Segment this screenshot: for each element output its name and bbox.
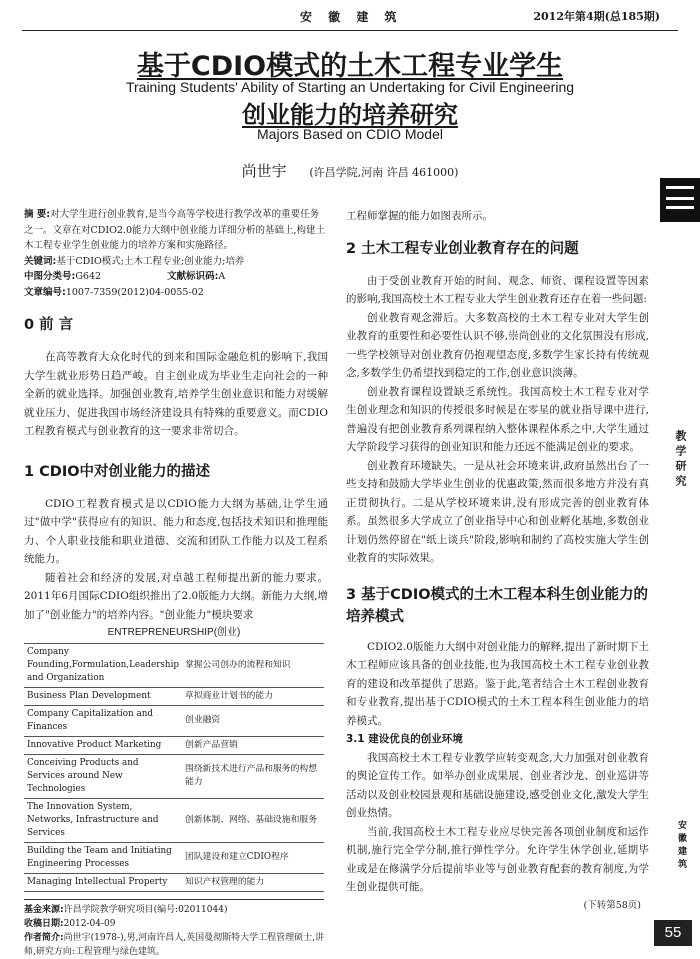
section-3-1-heading: 3.1 建设优良的创业环境	[346, 733, 463, 745]
table-cell-cn: 草拟商业计划书的能力	[182, 687, 324, 705]
section-2-para-1: 由于受创业教育开始的时间、观念、师资、课程设置等因素的影响,我国高校土木工程专业大学生创业教育还存在着一些问题:	[346, 274, 649, 305]
table-cell-cn: 围绕新技术进行产品和服务的构想能力	[182, 754, 324, 798]
author-bio-label: 作者简介:	[24, 932, 64, 943]
page-number: 55	[654, 920, 692, 946]
table-row	[24, 643, 324, 687]
keywords-text: 基于CDIO模式;土木工程专业;创业能力;培养	[56, 255, 245, 267]
title-cn-line2: 创业能力的培养研究	[242, 101, 458, 129]
table-cell-en: Managing Intellectual Property	[24, 873, 182, 891]
table-row	[24, 687, 324, 705]
section-2-para-4: 创业教育环境缺失。一是从社会环境来讲,政府虽然出台了一些支持和鼓励大学毕业生创业的优惠政策,然而很多地方并没有真正贯彻执行。二是从学校环境来讲,没有形成完善的创业教育体系。虽然很多大学成立了创业指导中心和创业孵化基地,多数创业计划仍然停留在"纸上谈兵"阶段,影响和制约了高校实施大学生创业教育的实际效果。	[346, 459, 649, 564]
table-cell-en: Company Founding,Formulation,Leadership and Organization	[24, 643, 182, 687]
clc-label: 中图分类号:	[24, 271, 76, 282]
table-cell-en: Building the Team and Initiating Engineering Processes	[24, 842, 182, 873]
section-2-heading: 2 土木工程专业创业教育存在的问题	[346, 240, 579, 257]
footnote-fund	[24, 903, 328, 917]
journal-header: 安 徽 建 筑	[300, 10, 403, 24]
section-1-heading: 1 CDIO中对创业能力的描述	[24, 463, 211, 480]
title-en-line2: Majors Based on CDIO Model	[257, 126, 443, 142]
side-journal-label: 安徽建筑	[676, 820, 686, 872]
entrepreneurship-table	[24, 643, 324, 892]
table-cell-en: Company Capitalization and Finances	[24, 705, 182, 736]
section-2-para-2: 创业教育观念滞后。大多数高校的土木工程专业对大学生创业教育的重要性和必要性认识不够,崇尚创业的文化氛围没有形成,一些学校领导对创业教育仍抱观望态度,多数学生家长持有传统观念,多数学生仍希望找到稳定的工作,创业意识淡薄。	[346, 311, 649, 379]
header-rule	[22, 30, 678, 31]
continued-note: (下转第58页)	[583, 899, 641, 911]
author-bio-text: 尚世宇(1978-),男,河南许昌人,英国曼彻斯特大学工程管理硕士,讲师,研究方向:工程管理与绿色建筑。	[24, 932, 325, 957]
received-label: 收稿日期:	[24, 918, 64, 929]
table-row	[24, 705, 324, 736]
section-0-para-1: 在高等教育大众化时代的到来和国际金融危机的影响下,我国大学生就业形势日趋严峻。自主创业成为毕业生走向社会的一种全新的就业选择。加强创业教育,培养学生创业意识和能力对缓解就业压力、促进我国市场经济建设具有特殊的重要意义。而CDIO工程教育模式与创业教育的这一要求非常切合。	[24, 351, 328, 437]
classification	[24, 269, 328, 285]
article-no-label: 文章编号:	[24, 286, 66, 298]
section-1-para-1: CDIO工程教育模式是以CDIO能力大纲为基础,让学生通过"做中学"获得应有的知识、能力和态度,包括技术知识和推理能力、个人职业技能和职业道德、交流和团队工作能力以及工程系统能力。	[24, 497, 328, 565]
article-number	[24, 285, 328, 301]
table-cell-en: Innovative Product Marketing	[24, 736, 182, 754]
right-column	[346, 207, 649, 915]
table-row	[24, 842, 324, 873]
table-cell-cn: 创新产品营销	[182, 736, 324, 754]
right-intro: 工程师掌握的能力如图表所示。	[346, 210, 493, 222]
table-cell-en: The Innovation System, Networks, Infrastructure and Services	[24, 798, 182, 842]
left-column	[24, 207, 328, 959]
section-3-para-1: CDIO2.0版能力大纲中对创业能力的解释,提出了新时期下土木工程师应该具备的创业技能,也为我国高校土木工程专业创业教育的建设和改革提供了思路。鉴于此,笔者结合土木工程创业教育和专业教育,提出基于CDIO模式的土木工程本科生创业能力的培养模式。	[346, 640, 649, 727]
author-name: 尚世宇	[241, 162, 287, 180]
received-text: 2012-04-09	[63, 918, 116, 929]
article-no-value: 1007-7359(2012)04-0055-02	[65, 286, 204, 298]
title-en-line1: Training Students' Ability of Starting an Undertaking for Civil Engineering	[125, 79, 575, 95]
table-cell-cn: 团队建设和建立CDIO程序	[182, 842, 324, 873]
table-caption: ENTREPRENEURSHIP(创业)	[107, 627, 241, 638]
section-3-1-para-1: 我国高校土木工程专业教学应转变观念,大力加强对创业教育的舆论宣传工作。如举办创业成果展、创业者沙龙、创业巡讲等活动以及创业校园景观和基础设施建设,感受创业文化,激发大学生创业热情。	[346, 751, 649, 819]
keywords	[24, 254, 328, 270]
section-0-heading: 0 前 言	[24, 317, 74, 333]
side-section-label: 教学研究	[674, 430, 687, 490]
table-cell-en: Conceiving Products and Services around New Technologies	[24, 754, 182, 798]
table-cell-en: Business Plan Development	[24, 687, 182, 705]
issue-header: 2012年第4期(总185期)	[533, 10, 660, 23]
clc-value: G642	[75, 271, 102, 282]
abstract-text: 对大学生进行创业教育,是当今高等学校进行教学改革的重要任务之一。文章在对CDIO2.0能力大纲中创业能力详细分析的基础上,构建土木工程专业学生创业能力的培养方案和实施路径。	[24, 209, 326, 251]
section-2-para-3: 创业教育课程设置缺乏系统性。我国高校土木工程专业对学生创业理念和知识的传授很多时候是在零星的就业指导课中进行,普遍没有把创业教育系列课程纳入整体课程体系之中,大学生通过大学阶段学习获得的创业知识和能力还远不能满足创业的要求。	[346, 385, 649, 453]
table-row	[24, 754, 324, 798]
table-cell-cn: 知识产权管理的能力	[182, 873, 324, 891]
doc-code-label: 文献标识码:	[167, 271, 219, 282]
fund-label: 基金来源:	[24, 904, 64, 915]
section-3-heading: 3 基于CDIO模式的土木工程本科生创业能力的培养模式	[346, 586, 649, 625]
table-cell-cn: 创新体制、网络、基础设施和服务	[182, 798, 324, 842]
footnote-author	[24, 931, 328, 959]
footnote-received	[24, 917, 328, 931]
section-1-para-2: 随着社会和经济的发展,对卓越工程师提出新的能力要求。2011年6月国际CDIO组织推出了2.0版能力大纲。新能力大纲,增加了"创业能力"的培养内容。"创业能力"模块要求	[24, 571, 328, 621]
byline	[0, 160, 700, 181]
footnote-rule	[24, 899, 324, 900]
title-cn-line1: 基于CDIO模式的土木工程专业学生	[136, 51, 564, 82]
keywords-label: 关键词:	[24, 255, 57, 267]
side-tab-marker	[660, 178, 700, 222]
fund-text: 许昌学院教学研究项目(编号:02011044)	[63, 904, 228, 915]
author-affiliation: (许昌学院,河南 许昌 461000)	[309, 166, 459, 179]
table-row	[24, 873, 324, 891]
table-cell-cn: 掌握公司创办的流程和知识	[182, 643, 324, 687]
table-row	[24, 798, 324, 842]
doc-code-value: A	[218, 271, 226, 282]
section-3-1-para-2: 当前,我国高校土木工程专业应尽快完善各项创业制度和运作机制,施行完全学分制,推行弹性学分。允许学生休学创业,延期毕业或是在修满学分后提前毕业等与创业教育配套的教育制度,为学生创业提供可能。	[346, 825, 649, 893]
abstract-label: 摘 要:	[24, 209, 51, 220]
table-row	[24, 736, 324, 754]
table-cell-cn: 创业融资	[182, 705, 324, 736]
abstract	[24, 207, 328, 254]
